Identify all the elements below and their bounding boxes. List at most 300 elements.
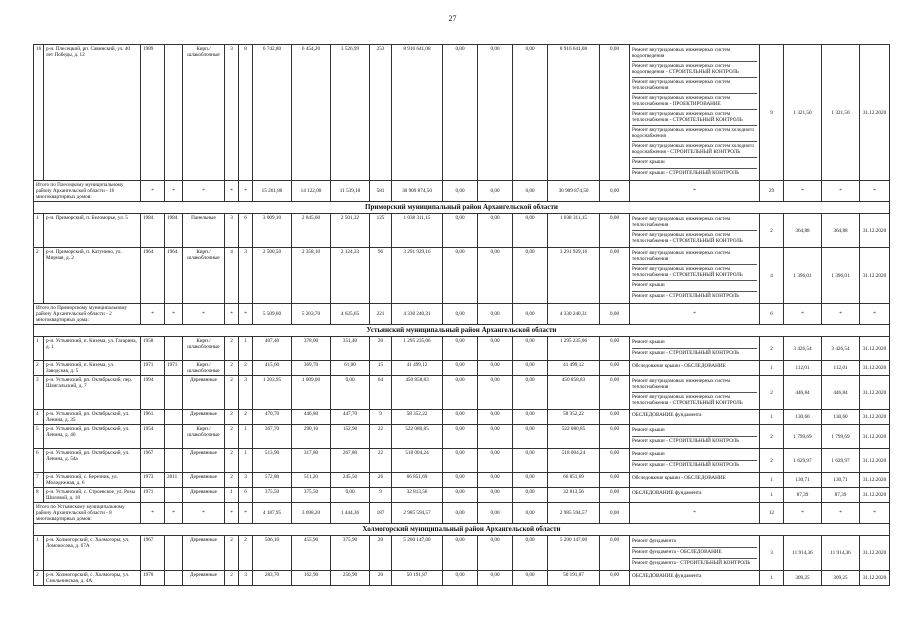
floors: 4 (225, 248, 239, 304)
work-item: Ремонт внутридомовых инженерных систем водоотведения - СТРОИТЕЛЬНЫЙ КОНТРОЛЬ (632, 62, 757, 78)
wall-material: Деревянные (183, 571, 225, 586)
year-built: 1967 (141, 536, 165, 571)
value-f2: 0,00 (478, 503, 513, 524)
max-unit-cost: 11 914,36 (822, 536, 860, 571)
value-a3: 152,90 (331, 425, 370, 449)
wall-material: Кирп./ шлакоблочные (183, 425, 225, 449)
value-cost: 2 985 594,57 (392, 503, 443, 524)
work-item: Ремонт крыши (632, 450, 757, 461)
work-item: Ремонт крыши - СТРОИТЕЛЬНЫЙ КОНТРОЛЬ (632, 438, 740, 444)
value-f4: 41 499,12 (548, 361, 600, 376)
work-item: Ремонт крыши (632, 338, 757, 349)
works-list (630, 410, 760, 425)
value-f3: 0,00 (513, 214, 548, 248)
value-a1: 415,60 (253, 361, 292, 376)
completion-date: 31.12.2020 (860, 214, 890, 248)
address: р-н. Приморский, п. Катунино, ул. Мирная, д. 2 (44, 248, 141, 304)
value-f1: 0,00 (443, 376, 478, 410)
floors: 2 (225, 410, 239, 425)
value-a3: 256,90 (331, 571, 370, 586)
works-count: 2 (760, 214, 784, 248)
work-item: Ремонт внутридомовых инженерных систем холодного водоснабжения (632, 126, 757, 142)
address: р-н. Холмогорский, с. Холмогоры, ул. Смольнинская, д. 4А (44, 571, 141, 586)
completion-date: * (860, 304, 890, 325)
address: р-н. Устьянский, рп. Октябрьский, ул. Ленина, д. 35 (44, 410, 141, 425)
value-f4: 30 909 874,50 (548, 181, 600, 202)
unit-cost: 1 321,50 (784, 45, 822, 181)
value-f5: 0,00 (600, 503, 630, 524)
entrances: * (239, 304, 253, 325)
row-number: 1 (34, 337, 44, 361)
value-f5: 0,00 (600, 449, 630, 473)
value-cost: 5 200 147,00 (392, 536, 443, 571)
works-list: * (630, 503, 760, 524)
value-res: 20 (370, 571, 392, 586)
year-reconstructed (165, 337, 183, 361)
completion-date: 31.12.2020 (860, 536, 890, 571)
wall-material: Деревянные (183, 449, 225, 473)
max-unit-cost: * (822, 304, 860, 325)
year-built: 1971 (141, 361, 165, 376)
entrances: 1 (239, 425, 253, 449)
value-f5: 0,00 (600, 425, 630, 449)
wall-material: Деревянные (183, 488, 225, 503)
entrances: 2 (239, 361, 253, 376)
value-f3: 0,00 (513, 488, 548, 503)
completion-date: * (860, 503, 890, 524)
value-a3: 4 625,65 (331, 304, 370, 325)
value-cost: 41 499,12 (392, 361, 443, 376)
work-item: Ремонт крыши (632, 158, 757, 169)
entrances: 1 (239, 337, 253, 361)
works-count: 9 (760, 45, 784, 181)
wall-material: * (183, 181, 225, 202)
value-f1: 0,00 (443, 410, 478, 425)
value-f1: 0,00 (443, 337, 478, 361)
work-item: Обследование крыши - ОБСЛЕДОВАНИЕ (632, 475, 726, 481)
work-item: Ремонт крыши (632, 426, 757, 437)
year-built: 1973 (141, 473, 165, 488)
year-reconstructed (165, 425, 183, 449)
value-a1: 6 742,80 (253, 45, 292, 181)
value-f5: 0,00 (600, 410, 630, 425)
value-f3: 0,00 (513, 337, 548, 361)
value-a3: 351,40 (331, 337, 370, 361)
value-res: 64 (370, 376, 392, 410)
value-a2: 1 009,00 (292, 376, 331, 410)
value-f1: 0,00 (443, 248, 478, 304)
value-f4: 450 858,83 (548, 376, 600, 410)
building-row (34, 410, 890, 425)
work-item: Ремонт крыши - СТРОИТЕЛЬНЫЙ КОНТРОЛЬ (632, 170, 740, 176)
value-a2: 2 358,10 (292, 248, 331, 304)
floors: 3 (225, 214, 239, 248)
entrances: 3 (239, 571, 253, 586)
works-list (630, 473, 760, 488)
unit-cost: 309,25 (784, 571, 822, 586)
building-row (34, 376, 890, 410)
work-item: Ремонт внутридомовых инженерных систем теплоснабжения (632, 78, 757, 94)
address: р-н. Устьянский, рп. Октябрьский, пер. Шангальский, д. 7 (44, 376, 141, 410)
value-f3: 0,00 (513, 304, 548, 325)
region-header-row (34, 202, 890, 214)
value-cost: 50 191,87 (392, 571, 443, 586)
work-item: Ремонт внутридомовых инженерных систем теплоснабжения - СТРОИТЕЛЬНЫЙ КОНТРОЛЬ (632, 110, 757, 126)
value-f2: 0,00 (478, 536, 513, 571)
unit-cost: * (784, 181, 822, 202)
work-item: Ремонт фундамента (632, 537, 757, 548)
wall-material: Панельные (183, 214, 225, 248)
value-a3: 2 501,32 (331, 214, 370, 248)
floors: 1 (225, 488, 239, 503)
works-count: 12 (760, 503, 784, 524)
region-header-row (34, 524, 890, 536)
works-list: * (630, 181, 760, 202)
value-f5: 0,00 (600, 248, 630, 304)
entrances: 1 (239, 449, 253, 473)
address: р-н. Устьянский, п. Кизема, ул. Гагарина, д. 1 (44, 337, 141, 361)
value-f2: 0,00 (478, 473, 513, 488)
building-row (34, 337, 890, 361)
year-built: 1971 (141, 488, 165, 503)
floors: 2 (225, 337, 239, 361)
value-f4: 522 080,85 (548, 425, 600, 449)
value-a2: 455,90 (292, 536, 331, 571)
max-unit-cost: 309,25 (822, 571, 860, 586)
value-a2: 511,20 (292, 473, 331, 488)
value-f2: 0,00 (478, 425, 513, 449)
value-a1: 367,70 (253, 425, 292, 449)
work-item: Ремонт внутридомовых инженерных систем теплоснабжения - СТРОИТЕЛЬНЫЙ КОНТРОЛЬ (632, 265, 757, 281)
works-count: 1 (760, 410, 784, 425)
wall-material: Кирп./ шлакоблочные (183, 248, 225, 304)
work-item: Ремонт внутридомовых инженерных систем холодного водоснабжения - СТРОИТЕЛЬНЫЙ КОНТРОЛЬ (632, 142, 757, 158)
value-f2: 0,00 (478, 376, 513, 410)
row-number: 3 (34, 376, 44, 410)
unit-cost: 1 629,97 (784, 449, 822, 473)
unit-cost: 446,84 (784, 376, 822, 410)
value-a1: 3 009,10 (253, 214, 292, 248)
value-a1: 1 203,95 (253, 376, 292, 410)
value-a2: 5 203,70 (292, 304, 331, 325)
address: р-н. Плесецкий, рп. Савинский, ул. 40 лет Победы, д. 12 (44, 45, 141, 181)
works-count: 2 (760, 376, 784, 410)
value-f4: 58 352,22 (548, 410, 600, 425)
completion-date: 31.12.2020 (860, 376, 890, 410)
max-unit-cost: 1 799,69 (822, 425, 860, 449)
work-item: Ремонт крыши - СТРОИТЕЛЬНЫЙ КОНТРОЛЬ (632, 350, 740, 356)
building-row (34, 571, 890, 586)
value-cost: 8 916 641,08 (392, 45, 443, 181)
entrances: * (239, 503, 253, 524)
value-f2: 0,00 (478, 181, 513, 202)
max-unit-cost: 130,71 (822, 473, 860, 488)
value-f2: 0,00 (478, 337, 513, 361)
value-f3: 0,00 (513, 571, 548, 586)
completion-date: 31.12.2020 (860, 571, 890, 586)
value-a3: 11 539,18 (331, 181, 370, 202)
value-f1: 0,00 (443, 181, 478, 202)
value-a2: 290,10 (292, 425, 331, 449)
value-f5: 0,00 (600, 473, 630, 488)
work-item: ОБСЛЕДОВАНИЕ фундамента (632, 412, 702, 418)
value-a1: 506,10 (253, 536, 292, 571)
value-f4: 3 291 929,16 (548, 248, 600, 304)
value-a3: 447,70 (331, 410, 370, 425)
building-row (34, 425, 890, 449)
unit-cost: 130,71 (784, 473, 822, 488)
completion-date: 31.12.2020 (860, 410, 890, 425)
value-a3: 267,80 (331, 449, 370, 473)
value-a3: 0,00 (331, 376, 370, 410)
row-number: 2 (34, 361, 44, 376)
value-cost: 66 851,69 (392, 473, 443, 488)
value-f5: 0,00 (600, 181, 630, 202)
value-a1: 407,40 (253, 337, 292, 361)
work-item: Ремонт крыши - СТРОИТЕЛЬНЫЙ КОНТРОЛЬ (632, 293, 740, 299)
value-a1: 2 500,50 (253, 248, 292, 304)
value-a2: 446,80 (292, 410, 331, 425)
floors: * (225, 503, 239, 524)
works-count: 3 (760, 536, 784, 571)
page-number: 27 (448, 14, 457, 23)
year-reconstructed (165, 536, 183, 571)
wall-material: Кирп./ шлакоблочные (183, 361, 225, 376)
district-total-row (34, 304, 890, 325)
floors: 2 (225, 571, 239, 586)
year-built: 1961 (141, 410, 165, 425)
building-row (34, 248, 890, 304)
completion-date: * (860, 181, 890, 202)
building-row (34, 473, 890, 488)
value-a1: 375,50 (253, 488, 292, 503)
value-res: 221 (370, 304, 392, 325)
value-f1: 0,00 (443, 571, 478, 586)
year-built: 1989 (141, 45, 165, 181)
value-res: 15 (370, 361, 392, 376)
unit-cost: 364,88 (784, 214, 822, 248)
entrances: 2 (239, 536, 253, 571)
max-unit-cost: 112,01 (822, 361, 860, 376)
value-f2: 0,00 (478, 248, 513, 304)
value-f2: 0,00 (478, 361, 513, 376)
floors: * (225, 181, 239, 202)
row-number: 1 (34, 536, 44, 571)
work-item: Ремонт внутридомовых инженерных систем теплоснабжения - ПРОЕКТИРОВАНИЕ (632, 94, 757, 110)
row-number: 4 (34, 410, 44, 425)
floors: 2 (225, 425, 239, 449)
row-number: 8 (34, 488, 44, 503)
floors: 2 (225, 376, 239, 410)
entrances: * (239, 181, 253, 202)
completion-date: 31.12.2020 (860, 473, 890, 488)
value-a2: 317,80 (292, 449, 331, 473)
unit-cost: * (784, 304, 822, 325)
address: р-н. Устьянский, с. Березник, ул. Молодежная, д. 6 (44, 473, 141, 488)
wall-material: * (183, 304, 225, 325)
max-unit-cost: 446,84 (822, 376, 860, 410)
value-a2: 378,00 (292, 337, 331, 361)
works-count: 4 (760, 248, 784, 304)
work-item: Ремонт фундамента - СТРОИТЕЛЬНЫЙ КОНТРОЛЬ (632, 560, 751, 566)
wall-material: Деревянные (183, 376, 225, 410)
entrances: 6 (239, 488, 253, 503)
value-f4: 4 330 240,31 (548, 304, 600, 325)
region-title: Холмогорский муниципальный район Архангельской области (34, 524, 890, 536)
value-f2: 0,00 (478, 449, 513, 473)
works-list (630, 376, 760, 410)
value-f3: 0,00 (513, 536, 548, 571)
works-list (630, 361, 760, 376)
value-res: 26 (370, 473, 392, 488)
building-row (34, 449, 890, 473)
work-item: Ремонт внутридомовых инженерных систем теплоснабжения (632, 377, 757, 393)
total-label: Итого по Плесецкому муниципальному району Архангельской области - 16 многоквартирных домов: (34, 181, 141, 202)
value-f1: 0,00 (443, 488, 478, 503)
year-reconstructed (165, 488, 183, 503)
value-res: 22 (370, 449, 392, 473)
value-res: 22 (370, 425, 392, 449)
capital-repair-table (33, 44, 890, 586)
value-res: 20 (370, 536, 392, 571)
year-reconstructed (165, 376, 183, 410)
value-cost: 30 909 874,50 (392, 181, 443, 202)
value-f4: 50 191,87 (548, 571, 600, 586)
value-f5: 0,00 (600, 304, 630, 325)
wall-material: * (183, 503, 225, 524)
work-item: Обследование крыши - ОБСЛЕДОВАНИЕ (632, 363, 726, 369)
work-item: Ремонт фундамента - ОБСЛЕДОВАНИЕ (632, 548, 757, 559)
floors: 2 (225, 361, 239, 376)
value-f4: 5 200 147,00 (548, 536, 600, 571)
value-f1: 0,00 (443, 473, 478, 488)
value-cost: 518 004,24 (392, 449, 443, 473)
work-item: Ремонт крыши - СТРОИТЕЛЬНЫЙ КОНТРОЛЬ (632, 462, 740, 468)
unit-cost: 87,39 (784, 488, 822, 503)
year-reconstructed: 1964 (165, 248, 183, 304)
row-number: 16 (34, 45, 44, 181)
unit-cost: 3 426,54 (784, 337, 822, 361)
value-f3: 0,00 (513, 376, 548, 410)
value-a3: 61,00 (331, 361, 370, 376)
work-item: ОБСЛЕДОВАНИЕ фундамента (632, 573, 702, 579)
value-f3: 0,00 (513, 473, 548, 488)
total-label: Итого по Приморскому муниципальному району Архангельской области - 2 многоквартирных дома: (34, 304, 141, 325)
year-built: 1967 (141, 449, 165, 473)
value-a1: 283,70 (253, 571, 292, 586)
works-list (630, 536, 760, 571)
year-reconstructed: 2011 (165, 473, 183, 488)
row-number: 1 (34, 214, 44, 248)
value-f5: 0,00 (600, 361, 630, 376)
work-item: Ремонт внутридомовых инженерных систем водоотведения (632, 46, 757, 62)
value-cost: 4 330 240,31 (392, 304, 443, 325)
works-list (630, 425, 760, 449)
completion-date: 31.12.2020 (860, 488, 890, 503)
row-number: 5 (34, 425, 44, 449)
year-built: * (141, 181, 165, 202)
value-a1: 572,80 (253, 473, 292, 488)
value-f4: 8 916 641,08 (548, 45, 600, 181)
max-unit-cost: 1 321,50 (822, 45, 860, 181)
works-list: * (630, 304, 760, 325)
work-item: Ремонт внутридомовых инженерных систем теплоснабжения - СТРОИТЕЛЬНЫЙ КОНТРОЛЬ (632, 232, 743, 244)
floors: 2 (225, 473, 239, 488)
value-cost: 522 080,85 (392, 425, 443, 449)
unit-cost: 1 396,01 (784, 248, 822, 304)
completion-date: 31.12.2020 (860, 425, 890, 449)
unit-cost: 130,60 (784, 410, 822, 425)
value-res: 581 (370, 181, 392, 202)
value-cost: 3 291 929,16 (392, 248, 443, 304)
max-unit-cost: 87,39 (822, 488, 860, 503)
value-res: 96 (370, 248, 392, 304)
max-unit-cost: 1 396,01 (822, 248, 860, 304)
year-reconstructed (165, 410, 183, 425)
year-built: 1970 (141, 571, 165, 586)
max-unit-cost: 364,88 (822, 214, 860, 248)
works-count: 1 (760, 571, 784, 586)
work-item: Ремонт внутридомовых инженерных систем теплоснабжения (632, 215, 757, 231)
wall-material: Деревянные (183, 536, 225, 571)
value-f1: 0,00 (443, 425, 478, 449)
value-a3: 0,00 (331, 488, 370, 503)
value-cost: 1 295 235,06 (392, 337, 443, 361)
year-built: * (141, 304, 165, 325)
value-res: 253 (370, 45, 392, 181)
max-unit-cost: * (822, 503, 860, 524)
value-a1: 513,90 (253, 449, 292, 473)
year-built: 1964 (141, 248, 165, 304)
works-count: 6 (760, 304, 784, 325)
year-reconstructed (165, 45, 183, 181)
value-f1: 0,00 (443, 449, 478, 473)
value-f4: 1 038 311,15 (548, 214, 600, 248)
value-f2: 0,00 (478, 214, 513, 248)
value-a2: 3 698,20 (292, 503, 331, 524)
year-reconstructed (165, 571, 183, 586)
row-number: 7 (34, 473, 44, 488)
value-res: 9 (370, 488, 392, 503)
works-count: 1 (760, 473, 784, 488)
address: р-н. Устьянский, рп. Октябрьский, ул. Ленина, д. 54а (44, 449, 141, 473)
value-a1: 470,70 (253, 410, 292, 425)
floors: * (225, 304, 239, 325)
value-a2: 375,50 (292, 488, 331, 503)
value-f2: 0,00 (478, 410, 513, 425)
year-built: 1954 (141, 425, 165, 449)
works-list (630, 449, 760, 473)
year-reconstructed: * (165, 181, 183, 202)
entrances: 6 (239, 214, 253, 248)
value-f3: 0,00 (513, 361, 548, 376)
works-list (630, 337, 760, 361)
work-item: ОБСЛЕДОВАНИЕ фундамента (632, 490, 702, 496)
work-item: Ремонт внутридомовых инженерных систем теплоснабжения - СТРОИТЕЛЬНЫЙ КОНТРОЛЬ (632, 394, 743, 406)
address: р-н. Устьянский, п. Кизема, ул. Заводская, д. 5 (44, 361, 141, 376)
value-f5: 0,00 (600, 45, 630, 181)
unit-cost: 1 799,69 (784, 425, 822, 449)
year-reconstructed: * (165, 503, 183, 524)
row-number: 2 (34, 248, 44, 304)
region-title: Устьянский муниципальный район Архангельской области (34, 325, 890, 337)
value-f4: 1 295 235,06 (548, 337, 600, 361)
completion-date: 31.12.2020 (860, 248, 890, 304)
max-unit-cost: 1 629,97 (822, 449, 860, 473)
year-reconstructed: * (165, 304, 183, 325)
unit-cost: 11 914,36 (784, 536, 822, 571)
value-f5: 0,00 (600, 214, 630, 248)
